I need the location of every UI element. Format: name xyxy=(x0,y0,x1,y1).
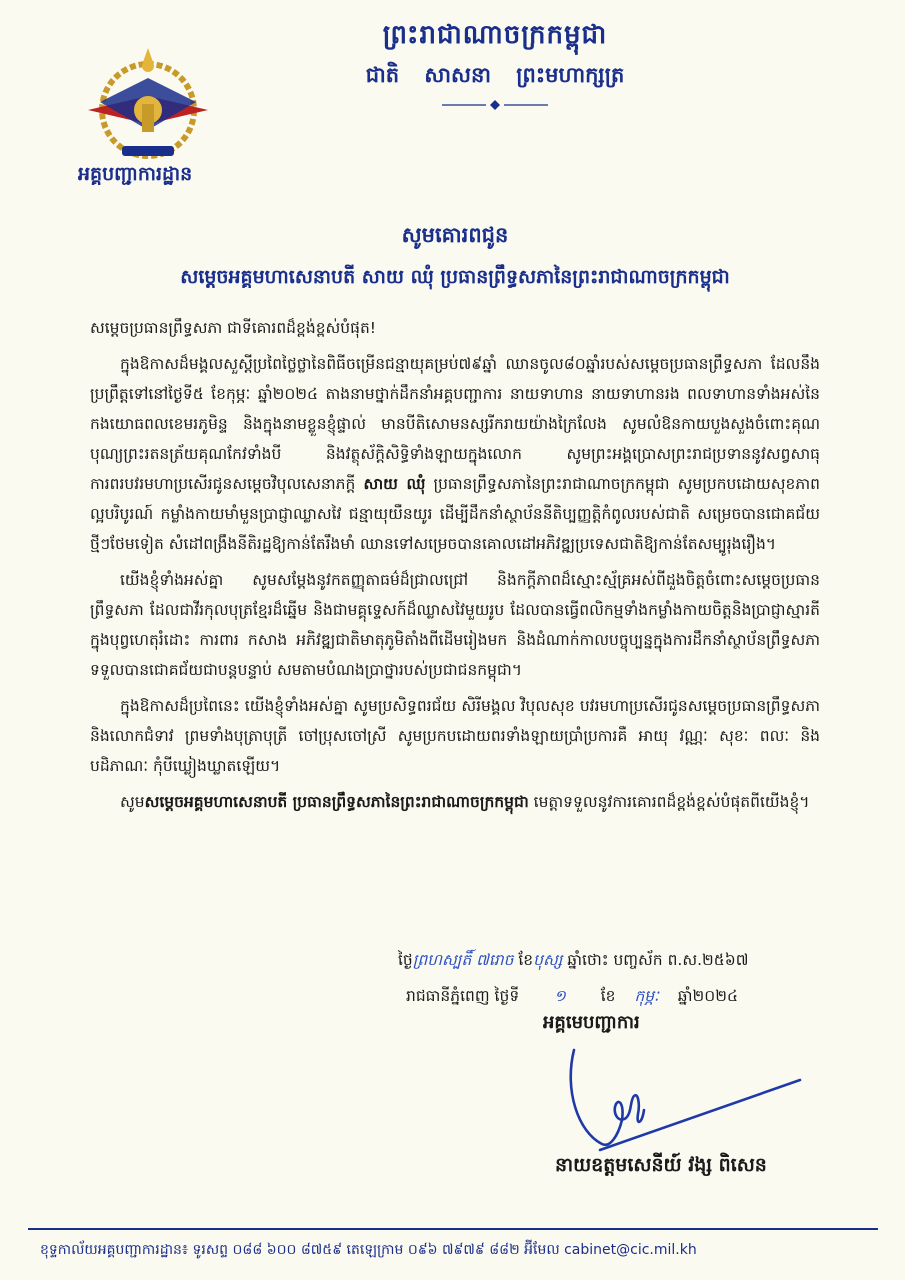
handwritten-signature xyxy=(560,1040,810,1160)
paragraph-4-text-a: សូម xyxy=(120,793,145,811)
paragraph-1-text-b: ប្រធានព្រឹទ្ធសភានៃព្រះរាជាណាចក្រកម្ពុជា សូមប្រកបដោយសុខភាពល្អបរិបូរណ៍ កម្លាំងកាយមាំមួនប្រាជ្ញាឈ្លាសវៃ ជន្មាយុយឺនយូរ ដើម្បីដឹកនាំស្ថាប័ននីតិប្បញ្ញត្តិកំពូលរបស់ជាតិ សម្រេចបានជោគជ័យថ្មីៗថែមទៀត សំដៅពង្រឹងនីតិរដ្ឋឱ្យកាន់តែរឹងមាំ ឈានទៅសម្រេចបានគោលដៅអភិវឌ្ឍប្រទេសជាតិឱ្យកាន់តែសម្បូរុងរឿង។ xyxy=(90,475,820,553)
lunar-prefix: ថ្ងៃ xyxy=(398,951,413,969)
footer-contact: ខុទ្ទកាល័យអគ្គបញ្ជាការដ្ឋាន៖ ទូរសព្ទ ០៨៨ ៦០០ ៨៧៥៩ តេឡេក្រាម ០៩៦ ៧៩៧៩ ៨៨២ អ៊ីមែល cabinet@cic.mil.kh xyxy=(40,1242,697,1258)
org-name: អគ្គបញ្ជាការដ្ឋាន xyxy=(78,163,193,185)
lunar-date xyxy=(398,942,868,978)
day-handwritten: ១ xyxy=(554,987,566,1005)
salutation: សម្តេចប្រធានព្រឹទ្ធសភា ជាទីគោរពដ៏ខ្ពង់ខ្ពស់បំផុត! xyxy=(90,319,377,337)
year: ឆ្នាំ២០២៤ xyxy=(672,987,738,1005)
place-prefix: រាជធានីភ្នំពេញ ថ្ងៃទី xyxy=(406,987,525,1005)
paragraph-2: យើងខ្ញុំទាំងអស់គ្នា សូមសម្តែងនូវកតញ្ញុតាធម៌ដ៏ជ្រាលជ្រៅ និងកក្តីភាពដ៏ស្មោះស្ម័គ្រអស់ពីដួងចិត្តចំពោះសម្តេចប្រធានព្រឹទ្ធសភា ដែលជាវីរកុលបុត្រខ្មែរដ៏ឆ្នើម និងជាមគ្គុទ្ទេសក៍ដ៏ឈ្លាសវៃមួយរូប ដែលបានធ្វើពលិកម្មទាំងកម្លាំងកាយចិត្តនិងប្រាជ្ញាស្មារតី ក្នុងបុព្វហេតុរំដោះ ការពារ កសាង អភិវឌ្ឍជាតិមាតុភូមិតាំងពីដើមរៀងមក និងដំណាក់កាលបច្ចុប្បន្នក្នុងការដឹកនាំស្ថាប័នព្រឹទ្ធសភា ទទួលបានជោគជ័យជាបន្តបន្ទាប់ សមតាមបំណងប្រាថ្នារបស់ប្រជាជនកម្ពុជា។ xyxy=(90,571,820,679)
lunar-month-label: ខែ xyxy=(513,951,534,969)
letter-body xyxy=(90,313,820,823)
paragraph-4-text-b: មេត្តាទទួលនូវការគោរពដ៏ខ្ពង់ខ្ពស់បំផុតពីយើងខ្ញុំ។ xyxy=(528,793,810,811)
month-handwritten: កុម្ភៈ xyxy=(634,987,659,1005)
kingdom-header xyxy=(330,18,660,111)
month-label: ខែ xyxy=(595,987,621,1005)
paragraph-1-name: សាយ ឈុំ xyxy=(363,475,426,493)
recipient-greeting: សូមគោរពជូន xyxy=(401,223,509,247)
recipient-name: សម្តេចអគ្គមហាសេនាបតី សាយ ឈុំ ប្រធានព្រឹទ្ធសភានៃព្រះរាជាណាចក្រកម្ពុជា xyxy=(180,266,730,288)
paragraph-1-text-a: ក្នុងឱកាសដ៏មង្គលសួស្តីប្រពៃថ្លៃថ្លានៃពិធីចម្រើនជន្មាយុគម្រប់៧៩ឆ្នាំ ឈានចូល៨០ឆ្នាំរបស់សម្តេចប្រធានព្រឹទ្ធសភា ដែលនឹងប្រព្រឹត្តទៅនៅថ្ងៃទី៥ ខែកុម្ភៈ ឆ្នាំ២០២៤ តាងនាមថ្នាក់ដឹកនាំអគ្គបញ្ជាការ នាយទាហាន នាយទាហានរង ពលទាហានទាំងអស់នៃកងយោធពលខេមរភូមិន្ទ និងក្នុងនាមខ្លួនខ្ញុំផ្ទាល់ មានបីតិសោមនស្សរីករាយយ៉ាងក្រៃលែង សូមលំឱនកាយបួងសួងចំពោះគុណបុណ្យព្រះរតនត្រ័យគុណកែវទាំងបី និងវត្ថុស័ក្តិសិទ្ធិទាំងឡាយក្នុងលោក សូមព្រះអង្គប្រោសព្រះរាជប្រទាននូវសព្វសាធុការពរបវរមហាប្រសើរជូនសម្តេចវិបុលសេនាភក្តី xyxy=(90,355,820,493)
date-block xyxy=(398,942,868,1014)
recipient-block xyxy=(100,222,810,293)
paragraph-4 xyxy=(90,787,820,817)
paragraph-4-title: សម្តេចអគ្គមហាសេនាបតី ប្រធានព្រឹទ្ធសភានៃព្រះរាជាណាចក្រកម្ពុជា xyxy=(144,793,529,811)
national-motto: ជាតិ សាសនា ព្រះមហាក្សត្រ xyxy=(365,63,625,87)
lunar-day-handwritten: ព្រហស្បតិ៍ ៧រោច xyxy=(412,951,514,969)
solar-date xyxy=(398,978,868,1014)
lunar-suffix: ឆ្នាំថោះ បញ្ចស័ក ព.ស.២៥៦៧ xyxy=(562,951,749,969)
footer-divider xyxy=(28,1228,878,1230)
signatory-name: នាយឧត្តមសេនីយ៍ វង្ស ពិសេន xyxy=(555,1154,767,1176)
high-command-emblem xyxy=(78,42,218,172)
paragraph-3: ក្នុងឱកាសដ៏ប្រពៃនេះ យើងខ្ញុំទាំងអស់គ្នា សូមប្រសិទ្ធពរជ័យ សិរីមង្គល វិបុលសុខ បវរមហាប្រសើរជូនសម្តេចប្រធានព្រឹទ្ធសភា និងលោកជំទាវ ព្រមទាំងបុត្រាបុត្រី ចៅប្រុសចៅស្រី សូមប្រកបដោយពរទាំងឡាយប្រាំប្រការគឺ អាយុ វណ្ណៈ សុខៈ ពលៈ និងបដិភាណៈ កុំបីឃ្លៀងឃ្លាតឡើយ។ xyxy=(90,697,820,775)
kingdom-title: ព្រះរាជាណាចក្រកម្ពុជា xyxy=(382,20,608,50)
lunar-month-handwritten: បុស្ស xyxy=(533,951,563,969)
signatory-title: អគ្គមេបញ្ជាការ xyxy=(543,1012,640,1033)
paragraph-1 xyxy=(90,349,820,559)
ornament-divider-icon xyxy=(440,99,550,111)
